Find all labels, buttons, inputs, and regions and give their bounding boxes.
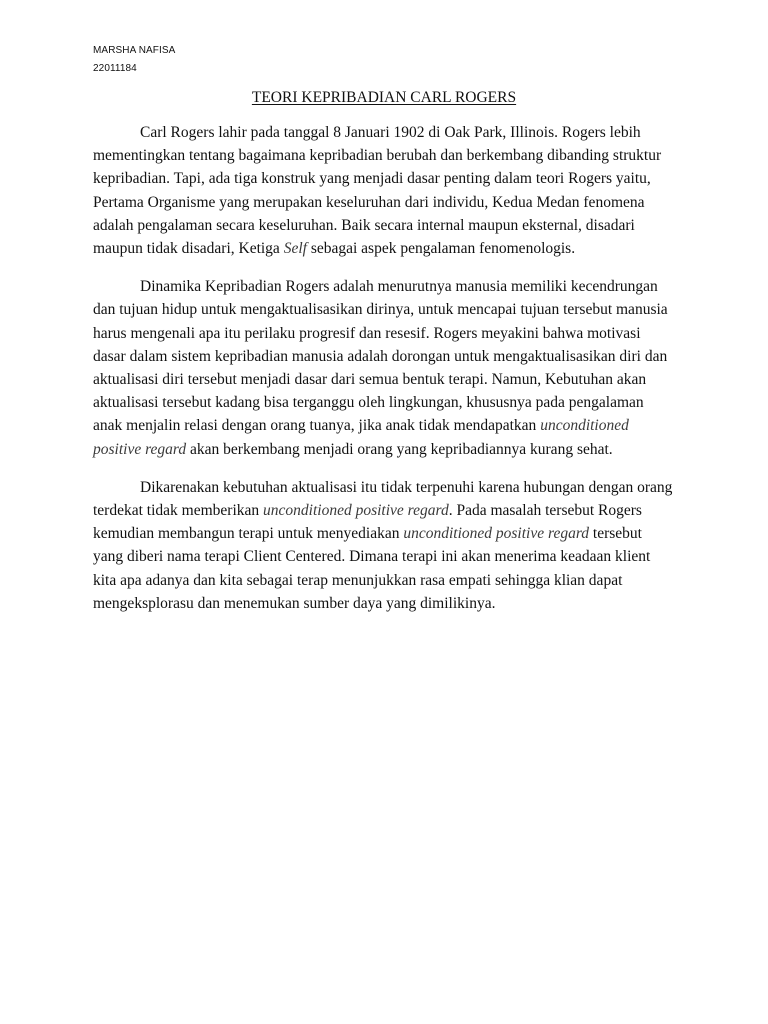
document-body (93, 121, 675, 630)
student-id: 22011184 (93, 63, 137, 74)
paragraph-text: Carl Rogers lahir pada tanggal 8 Januari 1902 di Oak Park, Illinois. Rogers lebih mementingkan tentang bagaimana kepribadian berubah dan berkembang dibanding struktur kepribadian. Tapi, ada tiga konstruk yang menjadi dasar penting dalam teori Rogers yaitu, Pertama Organisme yang merupakan keseluruhan dari individu, Kedua Medan fenomena adalah pengalaman secara keseluruhan. Baik secara internal maupun eksternal, disadari maupun tidak disadari, Ketiga (93, 124, 662, 258)
paragraph-text: tersebut yang diberi nama terapi Client Centered. Dimana terapi ini akan menerima keadaan klient kita apa adanya dan kita sebagai terap menunjukkan rasa empati sehingga klian dapat mengeksplorasu dan menemukan sumber daya yang dimilikinya. (93, 525, 651, 612)
paragraph-2 (93, 275, 675, 461)
paragraph-3 (93, 476, 675, 615)
italic-term: unconditioned positive regard (263, 502, 449, 520)
document-title: TEORI KEPRIBADIAN CARL ROGERS (251, 89, 517, 106)
paragraph-text: Dinamika Kepribadian Rogers adalah menurutnya manusia memiliki kecendrungan dan tujuan hidup untuk mengaktualisasikan dirinya, untuk mencapai tujuan tersebut manusia harus mengenali apa itu perilaku progresif dan resesif. Rogers meyakini bahwa motivasi dasar dalam sistem kepribadian manusia adalah dorongan untuk mengaktualisasikan diri dan aktualisasi diri tersebut menjadi dasar dari semua bentuk terapi. Namun, Kebutuhan akan aktualisasi tersebut kadang bisa terganggu oleh lingkungan, khususnya pada pengalaman anak menjalin relasi dengan orang tuanya, jika anak tidak mendapatkan (93, 278, 668, 435)
author-name: MARSHA NAFISA (93, 45, 176, 56)
paragraph-text: . Pada masalah tersebut Rogers kemudian membangun terapi untuk menyediakan (93, 502, 642, 543)
italic-term: unconditioned positive regard (93, 417, 629, 458)
document-header (93, 42, 175, 78)
paragraph-text: sebagai aspek pengalaman fenomenologis. (306, 240, 576, 258)
italic-term: Self (283, 240, 307, 258)
italic-term: unconditioned positive regard (403, 525, 590, 543)
paragraph-1 (93, 121, 675, 260)
paragraph-text: Dikarenakan kebutuhan aktualisasi itu tidak terpenuhi karena hubungan dengan orang terdekat tidak memberikan (93, 478, 673, 520)
paragraph-text: akan berkembang menjadi orang yang kepribadiannya kurang sehat. (186, 440, 613, 458)
